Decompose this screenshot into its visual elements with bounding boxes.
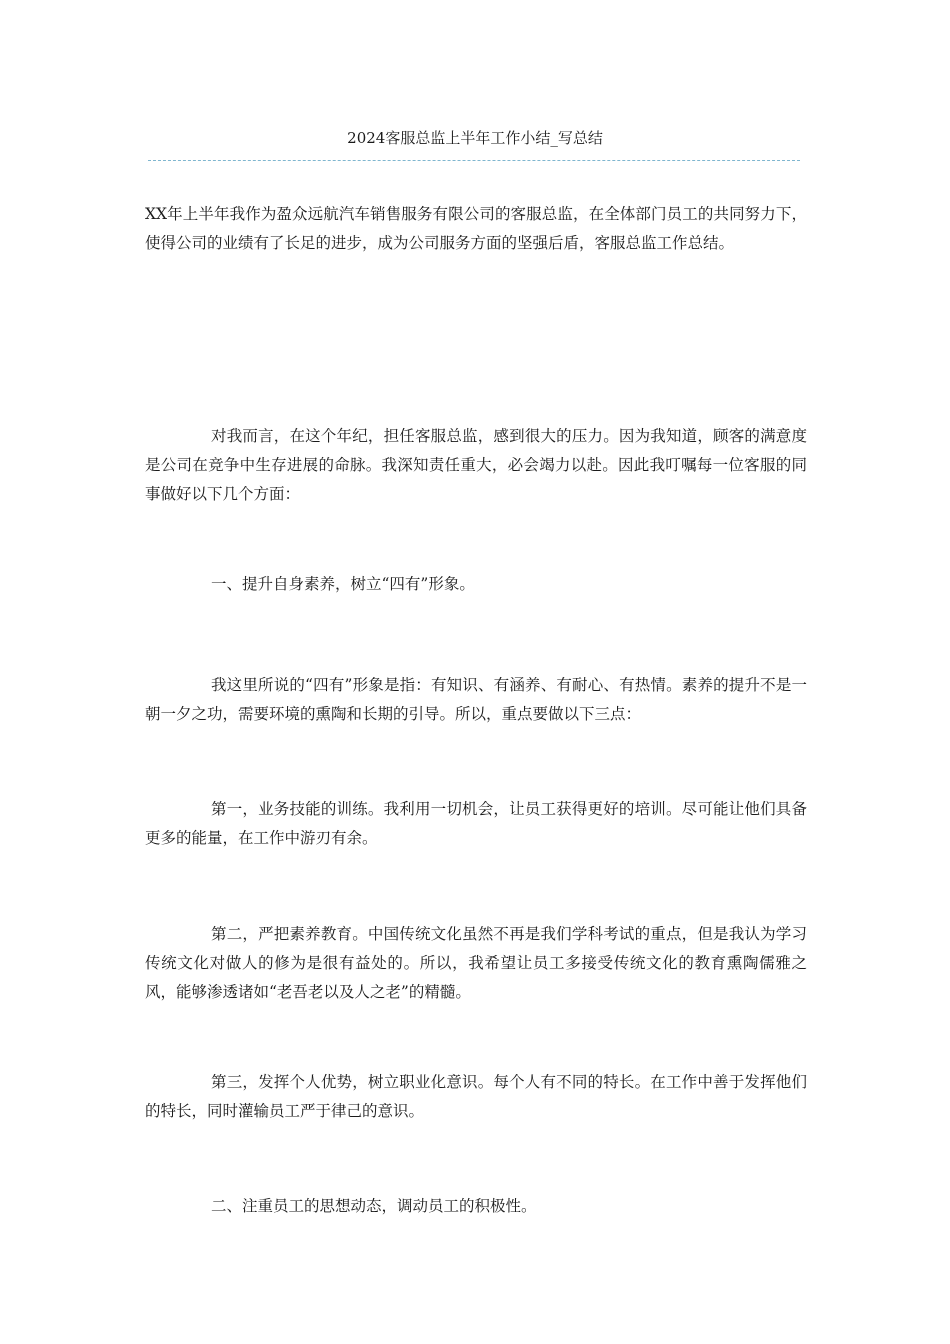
paragraph-pressure: 对我而言，在这个年纪，担任客服总监，感到很大的压力。因为我知道，顾客的满意度是公司在竞争中生存进展的命脉。我深知责任重大，必会竭力以赴。因此我叮嘱每一位客服的同事做好以下几个方面： bbox=[145, 427, 807, 503]
paragraph-third-point: 第三，发挥个人优势，树立职业化意识。每个人有不同的特长。在工作中善于发挥他们的特长，同时灌输员工严于律己的意识。 bbox=[145, 1073, 807, 1120]
section-heading-two: 二、注重员工的思想动态，调动员工的积极性。 bbox=[211, 1197, 537, 1215]
paragraph-four-qualities: 我这里所说的“四有”形象是指：有知识、有涵养、有耐心、有热情。素养的提升不是一朝一夕之功，需要环境的熏陶和长期的引导。所以，重点要做以下三点： bbox=[145, 676, 807, 723]
document-title: 2024客服总监上半年工作小结_写总结 bbox=[347, 129, 603, 147]
paragraph-second-point: 第二，严把素养教育。中国传统文化虽然不再是我们学科考试的重点，但是我认为学习传统文化对做人的修为是很有益处的。所以，我希望让员工多接受传统文化的教育熏陶儒雅之风，能够渗透诸如“老吾老以及人之老”的精髓。 bbox=[145, 925, 807, 1001]
title-divider bbox=[148, 160, 800, 161]
paragraph-intro: XX年上半年我作为盈众远航汽车销售服务有限公司的客服总监，在全体部门员工的共同努力下，使得公司的业绩有了长足的进步，成为公司服务方面的坚强后盾，客服总监工作总结。 bbox=[145, 205, 807, 252]
section-heading-one: 一、提升自身素养，树立“四有”形象。 bbox=[211, 575, 475, 593]
paragraph-first-point: 第一，业务技能的训练。我利用一切机会，让员工获得更好的培训。尽可能让他们具备更多的能量，在工作中游刃有余。 bbox=[145, 800, 807, 847]
